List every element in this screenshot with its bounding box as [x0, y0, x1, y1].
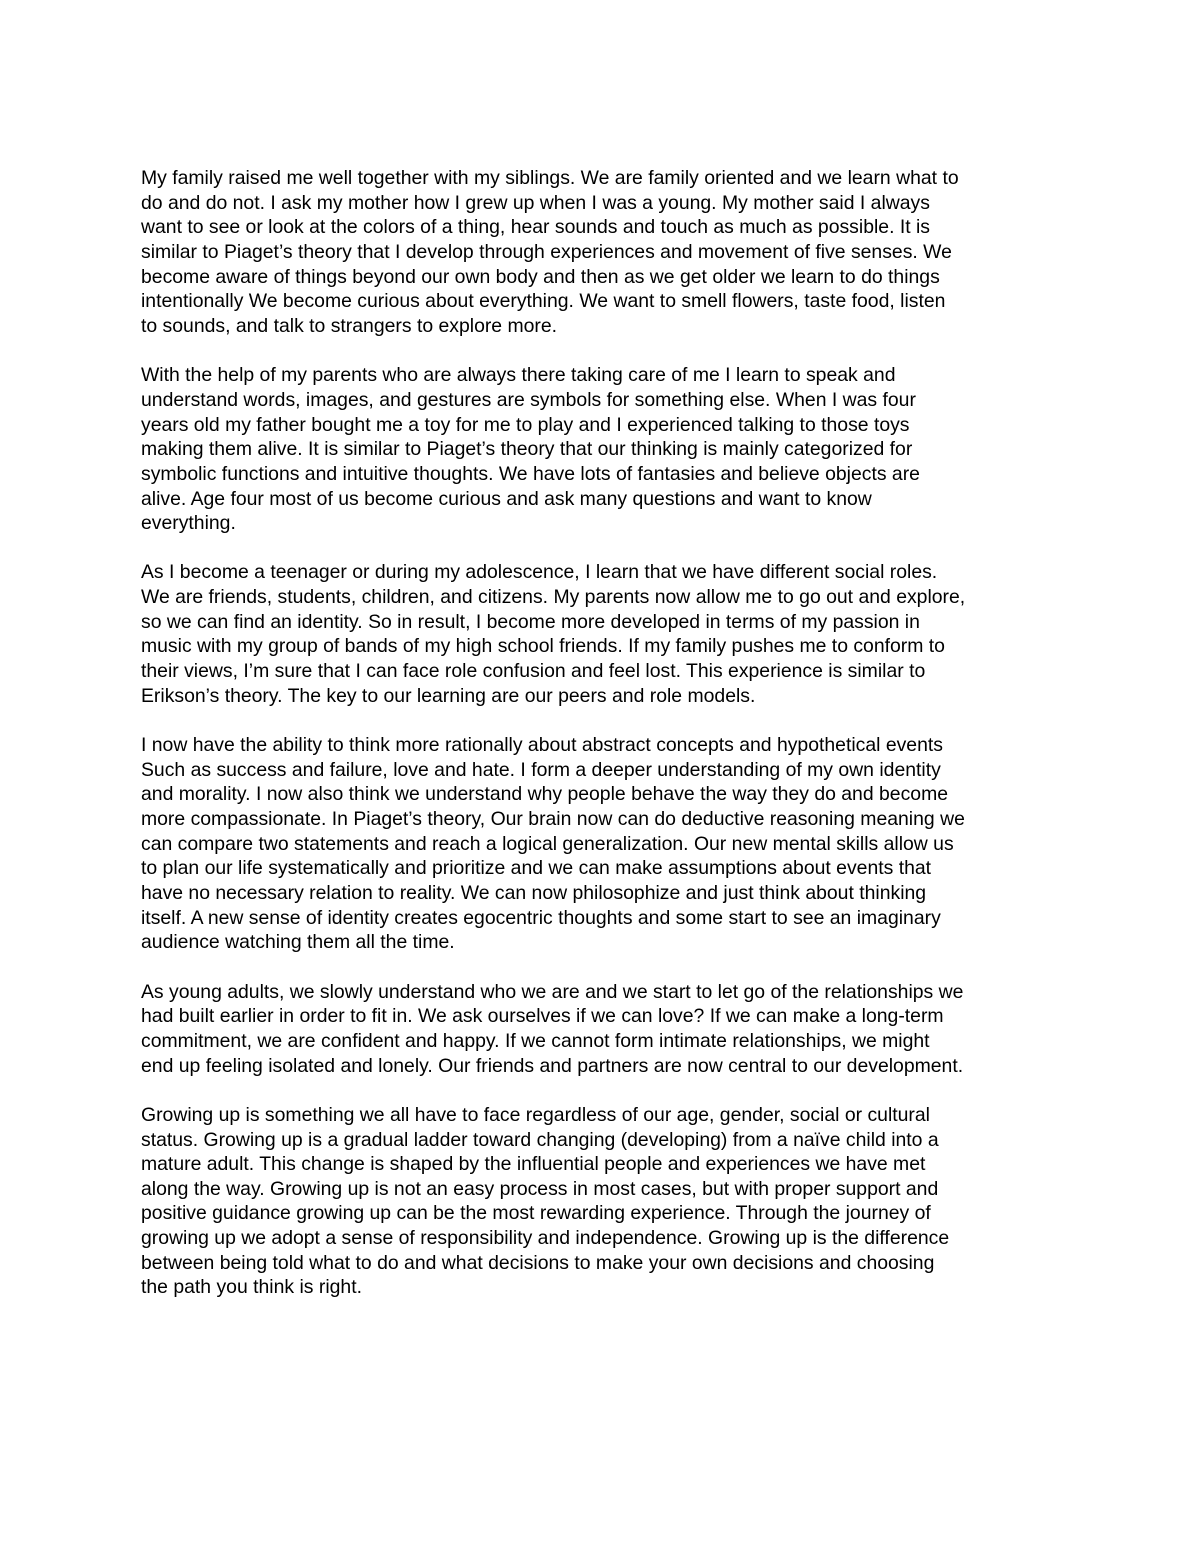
paragraph-4: I now have the ability to think more rationally about abstract concepts and hypothetical events Such as success and failure, love and hate. I form a deeper understanding of my own identity and morality. I now also think we understand why people behave the way they do and become more compassionate. In Piaget’s theory, Our brain now can do deductive reasoning meaning we can compare two statements and reach a logical generalization. Our new mental skills allow us to plan our life systematically and prioritize and we can make assumptions about events that have no necessary relation to reality. We can now philosophize and just think about thinking itself. A new sense of identity creates egocentric thoughts and some start to see an imaginary audience watching them all the time.	[141, 734, 965, 954]
paragraph-1: My family raised me well together with my siblings. We are family oriented and we learn what to do and do not. I ask my mother how I grew up when I was a young. My mother said I always want to see or look at the colors of a thing, hear sounds and touch as much as possible. It is similar to Piaget’s theory that I develop through experiences and movement of five senses. We become aware of things beyond our own body and then as we get older we learn to do things intentionally We become curious about everything. We want to smell flowers, taste food, listen to sounds, and talk to strangers to explore more.	[141, 167, 959, 337]
paragraph-6: Growing up is something we all have to face regardless of our age, gender, social or cultural status. Growing up is a gradual ladder toward changing (developing) from a naïve child into a mature adult. This change is shaped by the influential people and experiences we have met along the way. Growing up is not an easy process in most cases, but with proper support and positive guidance growing up can be the most rewarding experience. Through the journey of growing up we adopt a sense of responsibility and independence. Growing up is the difference between being told what to do and what decisions to make your own decisions and choosing the path you think is right.	[141, 1103, 950, 1299]
paragraph-3: As I become a teenager or during my adolescence, I learn that we have different social roles. We are friends, students, children, and citizens. My parents now allow me to go out and explore, so we can find an identity. So in result, I become more developed in terms of my passion in music with my group of bands of my high school friends. If my family pushes me to conform to their views, I’m sure that I can face role confusion and feel lost. This experience is similar to Erikson’s theory. The key to our learning are our peers and role models.	[141, 561, 966, 707]
paragraph-5: As young adults, we slowly understand who we are and we start to let go of the relationships we had built earlier in order to fit in. We ask ourselves if we can love? If we can make a long-term commitment, we are confident and happy. If we cannot form intimate relationships, we might end up feeling isolated and lonely. Our friends and partners are now central to our development.	[141, 980, 964, 1077]
paragraph-2: With the help of my parents who are always there taking care of me I learn to speak and understand words, images, and gestures are symbols for something else. When I was four years old my father bought me a toy for me to play and I experienced talking to those toys making them alive. It is similar to Piaget’s theory that our thinking is mainly categorized for symbolic functions and intuitive thoughts. We have lots of fantasies and believe objects are alive. Age four most of us become curious and ask many questions and want to know everything.	[141, 364, 920, 535]
document-body	[141, 166, 1066, 1325]
